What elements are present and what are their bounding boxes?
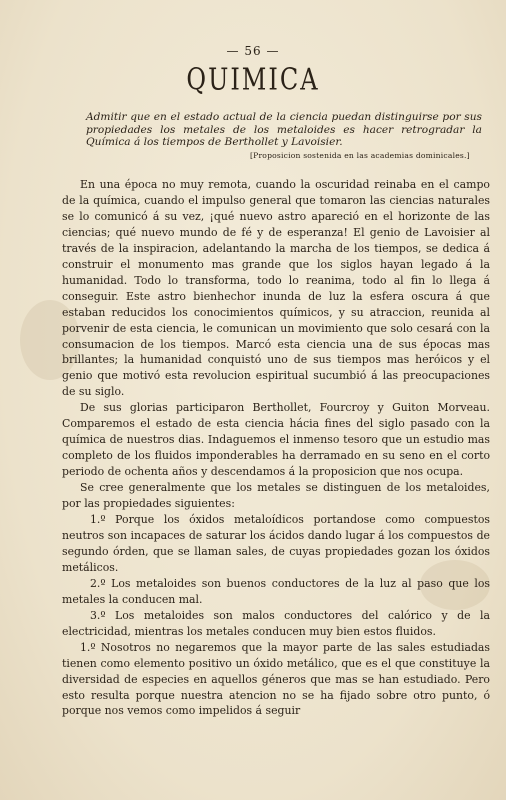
paragraph: Se cree generalmente que los metales se distinguen de los metaloides, por las propiedades siguientes: <box>62 481 490 511</box>
page-title: QUIMICA <box>186 62 320 97</box>
paragraph: De sus glorias participaron Berthollet, Fourcroy y Guiton Morveau. Comparemos el estado de esta ciencia hácia fines del siglo pasado con la química de nuestros dias. Indaguemos el inmenso tesoro que un estudio mas completo de los fluidos imponderables ha derramado en su seno en el corto periodo de ochenta años y descendamos á la proposicion que nos ocupa. <box>62 401 490 479</box>
paragraph: 1.º Nosotros no negaremos que la mayor parte de las sales estudiadas tienen como elemento positivo un óxido metálico, que es el que constituye la diversidad de especies en aquellos géneros que mas se han estudiado. Pero esto resulta porque nuestra atencion no se ha fijado sobre otro punto, ó porque nos vemos como impelidos á seguir <box>62 640 490 718</box>
thesis-note: [Proposicion sostenida en las academias dominicales.] <box>250 151 470 160</box>
thesis-statement: Admitir que en el estado actual de la ciencia puedan distinguirse por sus propiedades los metales de los metaloides es hacer retrogradar la Química á los tiempos de Berthollet y Lavoisier. <box>86 111 482 149</box>
list-item: 2.º Los metaloides son buenos conductores de la luz al paso que los metales la conducen mal. <box>62 576 490 606</box>
list-item: 3.º Los metaloides son malos conductores del calórico y de la electricidad, mientras los metales conducen muy bien estos fluidos. <box>62 608 490 638</box>
list-item: 1.º Porque los óxidos metaloídicos portandose como compuestos neutros son incapaces de saturar los ácidos dando lugar á los compuestos de segundo órden, que se llaman sales, de cuyas propiedades gozan los óxidos metálicos. <box>62 513 490 574</box>
paragraph: En una época no muy remota, cuando la oscuridad reinaba en el campo de la química, cuando el impulso general que tomaron las ciencias naturales se lo comunicó á su vez, ¡qué nuevo astro apareció en el horizonte de las ciencias; qué nuevo mundo de fé y de esperanza! El genio de Lavoisier al través de la inspiracion, adelantando la marcha de los tiempos, se dedica á construir el monumento mas grande que los siglos hayan legado á la humanidad. Todo lo transforma, todo lo reanima, todo al fin lo llega á conseguir. Este astro bienhechor inunda de luz la esfera oscura á que estaban reducidos los conocimientos químicos, y su atraccion, reunida al porvenir de esta ciencia, le comunican un movimiento que solo cesará con la consumacion de los tiempos. Marcó esta ciencia una de sus épocas mas brillantes; la humanidad conquistó uno de sus tiempos mas heróicos y el genio que motivó esta revolucion espiritual sucumbió á las preocupaciones de su siglo. <box>62 178 490 399</box>
body-text <box>62 177 490 719</box>
page-number: — 56 — <box>226 44 280 58</box>
